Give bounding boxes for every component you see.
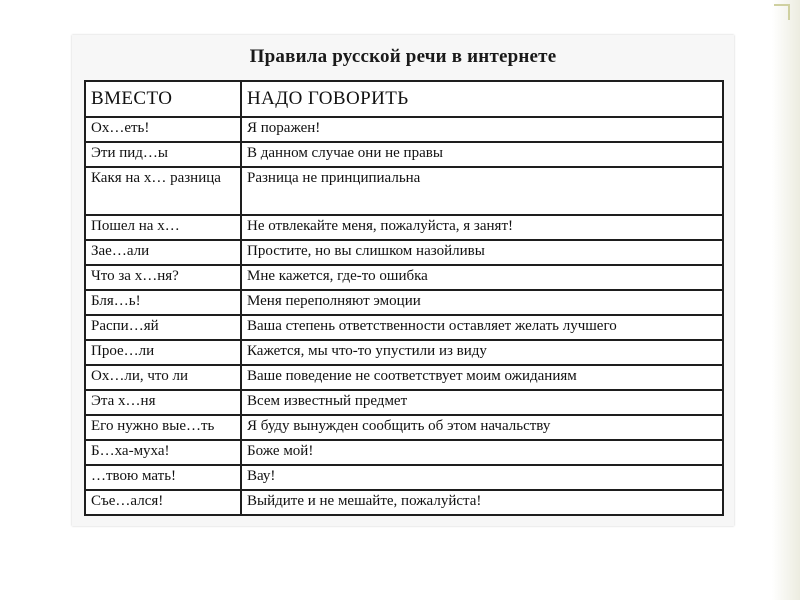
instead-cell: Прое…ли (85, 340, 241, 365)
say-cell: Я поражен! (241, 117, 723, 142)
slide-edge-shade (772, 0, 800, 600)
instead-cell: Ох…ли, что ли (85, 365, 241, 390)
instead-cell: Эта х…ня (85, 390, 241, 415)
say-cell: Вау! (241, 465, 723, 490)
instead-cell: Какя на х… разница (85, 167, 241, 215)
document-image (72, 35, 734, 526)
table-row (85, 290, 723, 315)
table-row (85, 340, 723, 365)
table-row (85, 240, 723, 265)
table-row (85, 117, 723, 142)
say-cell: Ваша степень ответственности оставляет желать лучшего (241, 315, 723, 340)
say-cell: Разница не принципиальна (241, 167, 723, 215)
table-row (85, 142, 723, 167)
table-row (85, 215, 723, 240)
instead-cell: Зае…али (85, 240, 241, 265)
say-cell: Боже мой! (241, 440, 723, 465)
instead-cell: Ох…еть! (85, 117, 241, 142)
header-say: НАДО ГОВОРИТЬ (241, 81, 723, 117)
header-instead: ВМЕСТО (85, 81, 241, 117)
table-row (85, 465, 723, 490)
table-header-row (85, 81, 723, 117)
say-cell: В данном случае они не правы (241, 142, 723, 167)
instead-cell: …твою мать! (85, 465, 241, 490)
say-cell: Ваше поведение не соответствует моим ожиданиям (241, 365, 723, 390)
say-cell: Мне кажется, где-то ошибка (241, 265, 723, 290)
document-title: Правила русской речи в интернете (249, 46, 557, 67)
instead-cell: Съе…ался! (85, 490, 241, 515)
instead-cell: Распи…яй (85, 315, 241, 340)
table-row (85, 365, 723, 390)
table-row (85, 315, 723, 340)
say-cell: Я буду вынужден сообщить об этом начальству (241, 415, 723, 440)
instead-cell: Эти пид…ы (85, 142, 241, 167)
instead-cell: Б…ха-муха! (85, 440, 241, 465)
say-cell: Простите, но вы слишком назойливы (241, 240, 723, 265)
say-cell: Всем известный предмет (241, 390, 723, 415)
table-row (85, 265, 723, 290)
instead-cell: Бля…ь! (85, 290, 241, 315)
table-row (85, 440, 723, 465)
table-row (85, 490, 723, 515)
say-cell: Кажется, мы что-то упустили из виду (241, 340, 723, 365)
table-row (85, 390, 723, 415)
instead-cell: Что за х…ня? (85, 265, 241, 290)
speech-rules-table (84, 80, 724, 516)
table-row (85, 415, 723, 440)
instead-cell: Пошел на х… (85, 215, 241, 240)
say-cell: Выйдите и не мешайте, пожалуйста! (241, 490, 723, 515)
say-cell: Не отвлекайте меня, пожалуйста, я занят! (241, 215, 723, 240)
say-cell: Меня переполняют эмоции (241, 290, 723, 315)
corner-decoration (774, 4, 790, 20)
instead-cell: Его нужно вые…ть (85, 415, 241, 440)
table-row (85, 167, 723, 215)
